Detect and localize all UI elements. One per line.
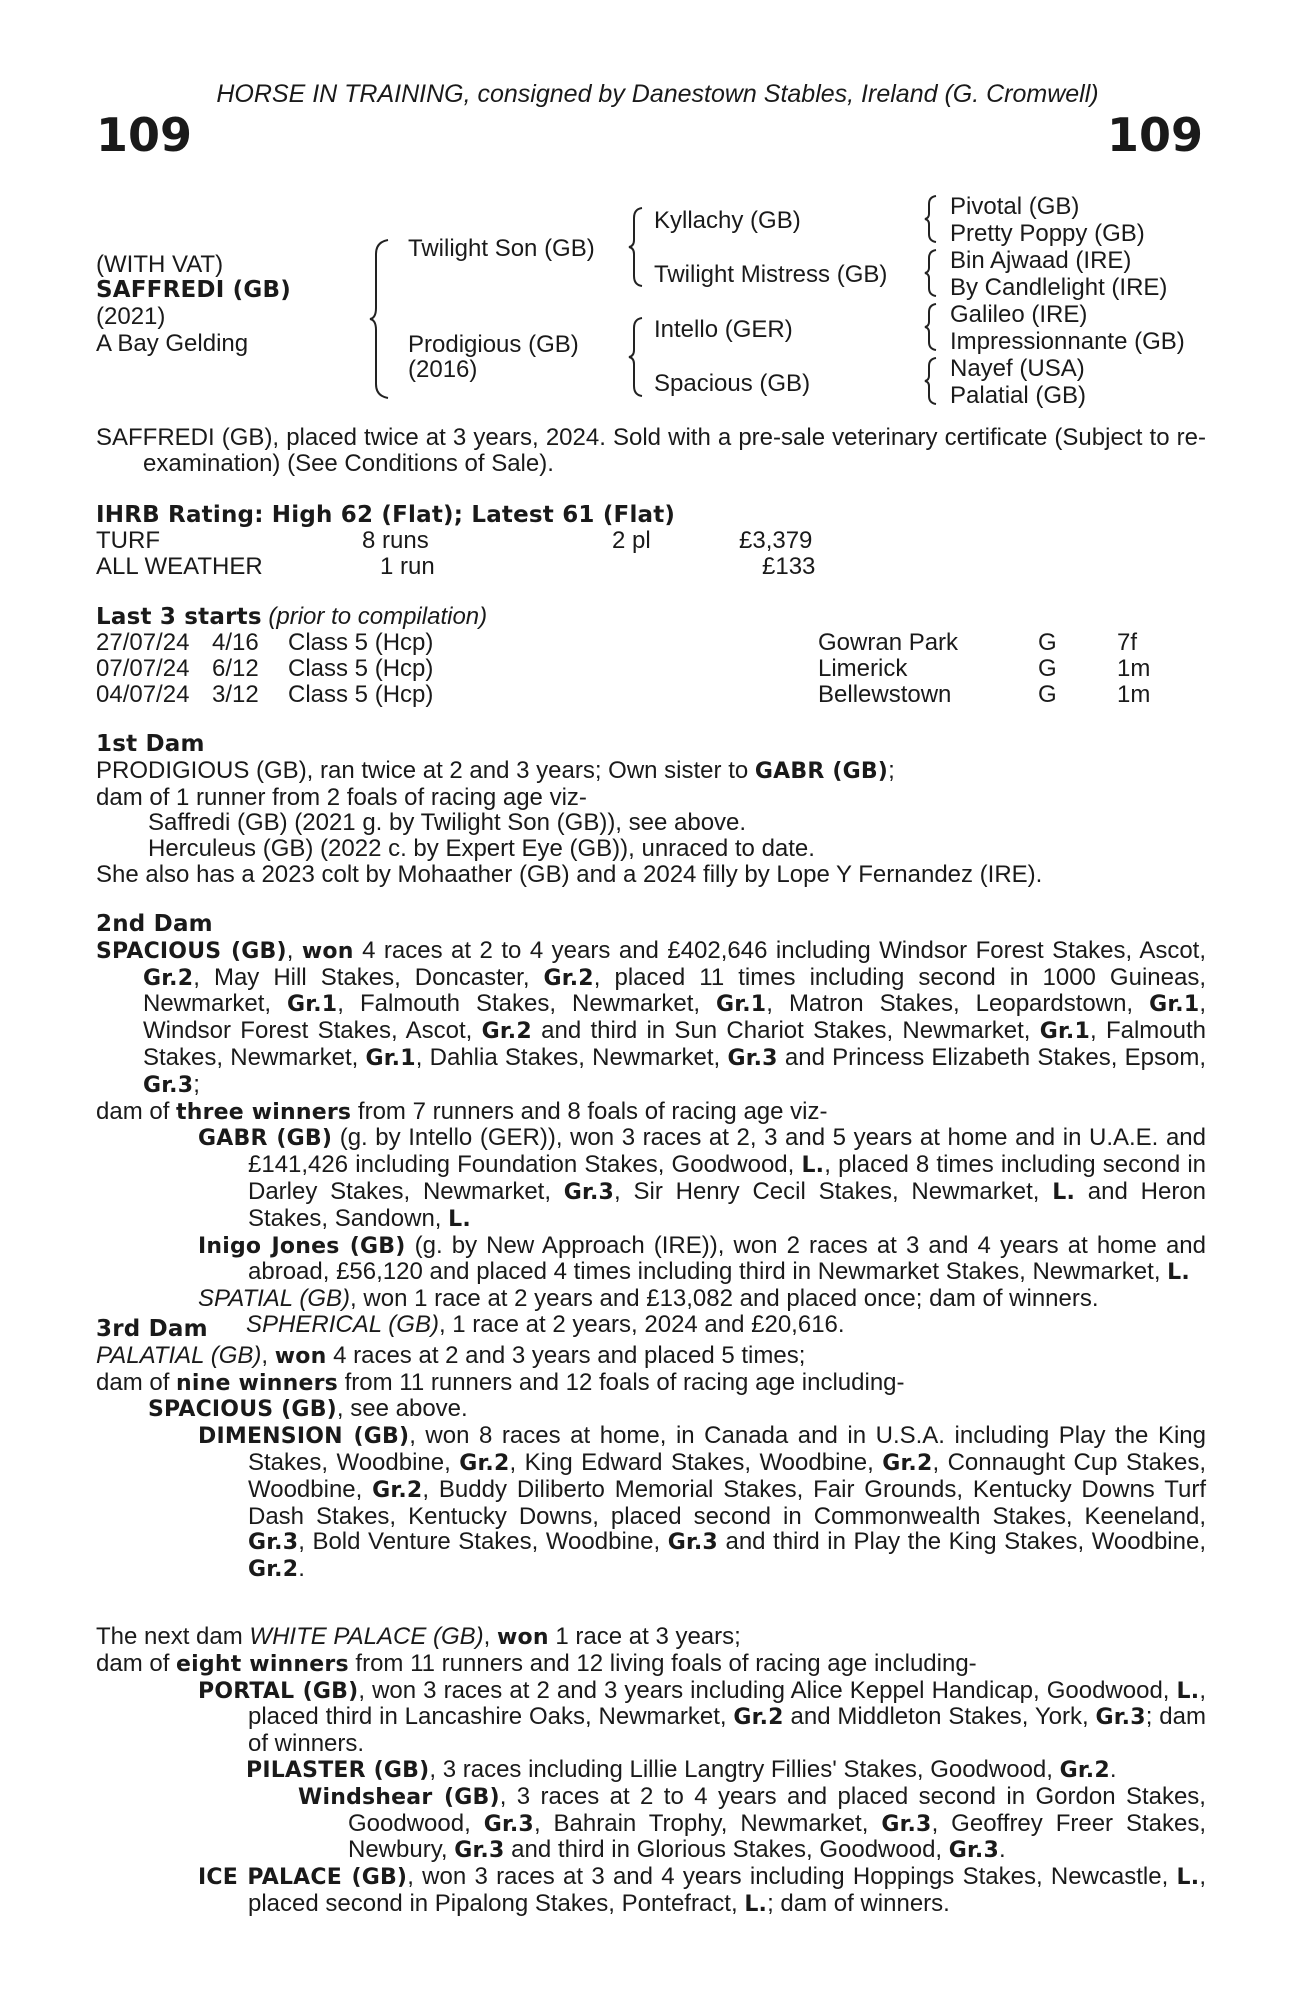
- text-segment: .: [298, 1555, 305, 1583]
- text-segment: , Dahlia Stakes, Newmarket,: [415, 1043, 728, 1071]
- bold-text: Gr.3: [563, 1179, 615, 1205]
- rating-surface: TURF: [96, 527, 160, 554]
- bold-text: Gr.1: [365, 1045, 416, 1071]
- bold-text: L.: [801, 1153, 825, 1179]
- text-segment: , 1 race at 2 years, 2024 and £20,616.: [438, 1310, 845, 1338]
- bold-text: Gr.2: [543, 965, 594, 991]
- bold-text: won: [497, 1625, 549, 1650]
- start-distance: 7f: [1117, 629, 1138, 656]
- text-segment: 4 races at 2 and 3 years and placed 5 times;: [326, 1341, 806, 1369]
- first-dam-line: [96, 758, 1206, 785]
- produce-entry: [96, 1233, 1206, 1287]
- bold-text: GABR (GB): [198, 1126, 333, 1152]
- bold-text: PORTAL (GB): [198, 1678, 359, 1704]
- second-dam-section: [96, 912, 1206, 1338]
- text-segment: , won 8 races at home, in Canada and in U.S.A. including Play the King Stakes, Woodbine,: [248, 1422, 1206, 1476]
- rating-runs: 1 run: [380, 553, 435, 580]
- bold-text: Gr.3: [248, 1530, 299, 1556]
- second-dam-title: 2nd Dam: [96, 911, 213, 937]
- text-segment: , Bahrain Trophy, Newmarket,: [533, 1809, 882, 1837]
- produce-entry: [96, 1423, 1206, 1583]
- text-segment: , King Edward Stakes, Woodbine,: [509, 1448, 883, 1476]
- text-segment: (g. by Intello (GER)), won 3 races at 2, 3 and 5 years at home and in U.A.E. and £141,426 including Foundation Stakes, Goodwood,: [248, 1124, 1206, 1179]
- italic-text: PALATIAL (GB): [96, 1341, 262, 1369]
- bold-text: Gr.1: [1039, 1019, 1090, 1045]
- bold-text: Gr.2: [481, 1019, 532, 1045]
- pedigree-brace-sire: [628, 206, 646, 288]
- text-segment: , placed 11 times including second in 1000 Guineas, Newmarket,: [143, 963, 1206, 1018]
- text-segment: , won 1 race at 2 years and £13,082 and placed once; dam of winners.: [350, 1285, 1099, 1313]
- text-segment: , May Hill Stakes, Doncaster,: [193, 963, 544, 991]
- second-dam-record: [96, 938, 1206, 1099]
- horse-name: SAFFREDI (GB): [96, 277, 291, 303]
- pedigree-gen4-3: Bin Ajwaad (IRE): [950, 247, 1132, 274]
- text-segment: , won 3 races at 3 and 4 years including Hoppings Stakes, Newcastle,: [407, 1863, 1177, 1891]
- text-segment: and third in Glorious Stakes, Goodwood,: [504, 1836, 949, 1864]
- start-position: 6/12: [212, 655, 259, 682]
- bold-text: eight winners: [176, 1651, 349, 1677]
- produce-entry: [96, 1678, 1206, 1757]
- rating-title: IHRB Rating: High 62 (Flat); Latest 61 (Flat): [96, 502, 676, 528]
- text-segment: and Princess Elizabeth Stakes, Epsom,: [777, 1043, 1207, 1071]
- start-class: Class 5 (Hcp): [288, 655, 434, 682]
- start-class: Class 5 (Hcp): [288, 681, 434, 708]
- pedigree-gen4-5: Galileo (IRE): [950, 301, 1088, 328]
- pedigree-gen3-4: Spacious (GB): [654, 370, 811, 397]
- italic-text: SPATIAL (GB): [198, 1285, 351, 1313]
- text-segment: from 11 runners and 12 foals of racing age including-: [337, 1368, 905, 1396]
- third-dam-section: [96, 1317, 1206, 1583]
- bold-text: Gr.2: [459, 1450, 510, 1476]
- first-dam-produce-intro: dam of 1 runner from 2 foals of racing age viz-: [96, 783, 587, 811]
- start-course: Limerick: [818, 655, 908, 682]
- bold-text: Gr.3: [948, 1838, 1000, 1864]
- pedigree-gen4-8: Palatial (GB): [950, 382, 1087, 409]
- dam-year: (2016): [408, 356, 478, 383]
- bold-text: Gr.1: [287, 992, 338, 1018]
- bold-text: Gr.2: [372, 1477, 423, 1503]
- text-segment: and Heron Stakes, Sandown,: [248, 1177, 1207, 1232]
- bold-text: won: [301, 938, 354, 964]
- text-segment: ,: [483, 1623, 498, 1650]
- dam-name: Prodigious (GB): [408, 331, 579, 358]
- text-segment: , 3 races at 2 to 4 years and placed second in Gordon Stakes, Goodwood,: [348, 1782, 1206, 1837]
- text-segment: , Buddy Diliberto Memorial Stakes, Fair Grounds, Kentucky Downs Turf Dash Stakes, Kentucky Downs, placed second in Commonwealth Stakes, Keeneland,: [248, 1475, 1206, 1530]
- text-segment: dam of: [96, 1097, 177, 1125]
- text-segment: .: [999, 1836, 1006, 1864]
- text-segment: , Matron Stakes, Leopardstown,: [766, 990, 1150, 1018]
- bold-text: Inigo Jones (GB): [198, 1233, 406, 1259]
- pedigree-gen4-2: Pretty Poppy (GB): [950, 220, 1145, 247]
- text-segment: , placed second in Pipalong Stakes, Pontefract,: [248, 1863, 1206, 1917]
- third-dam-title: 3rd Dam: [96, 1316, 208, 1342]
- first-dam-text: PRODIGIOUS (GB), ran twice at 2 and 3 years; Own sister to: [96, 756, 755, 784]
- start-position: 3/12: [212, 681, 259, 708]
- punctuation: ;: [888, 756, 895, 784]
- pedigree-gen4-4: By Candlelight (IRE): [950, 274, 1168, 301]
- start-date: 27/07/24: [96, 629, 190, 656]
- pedigree-gen4-1: Pivotal (GB): [950, 193, 1080, 220]
- text-segment: from 7 runners and 8 foals of racing age viz-: [351, 1097, 828, 1125]
- bold-text: L.: [744, 1891, 768, 1917]
- bold-text: Gr.2: [143, 965, 194, 991]
- pedigree-gen3-2: Twilight Mistress (GB): [654, 261, 888, 288]
- text-segment: , Bold Venture Stakes, Woodbine,: [298, 1528, 668, 1556]
- start-course: Bellewstown: [818, 681, 952, 708]
- bold-text: ICE PALACE (GB): [198, 1865, 408, 1891]
- bold-text: Gr.3: [143, 1072, 194, 1098]
- text-segment: and third in Play the King Stakes, Woodbine,: [717, 1528, 1207, 1556]
- next-dam-section: [96, 1624, 1206, 1918]
- text-segment: , 3 races including Lillie Langtry Fillies' Stakes, Goodwood,: [429, 1755, 1060, 1783]
- pedigree-gen3-1: Kyllachy (GB): [654, 207, 801, 234]
- text-segment: , won 3 races at 2 and 3 years including Alice Keppel Handicap, Goodwood,: [358, 1676, 1177, 1704]
- pedigree-gen3-3: Intello (GER): [654, 316, 793, 343]
- pedigree-brace-gen4-4: [924, 356, 940, 406]
- rating-prize: £3,379: [739, 527, 813, 554]
- rating-prize: £133: [762, 553, 816, 580]
- start-going: G: [1038, 629, 1057, 656]
- third-dam-record: [96, 1343, 1206, 1370]
- bold-text: Gr.3: [483, 1811, 534, 1837]
- bold-text: PILASTER (GB): [246, 1757, 430, 1783]
- bold-text: three winners: [176, 1099, 352, 1125]
- catalogue-header: HORSE IN TRAINING, consigned by Danestown Stables, Ireland (G. Cromwell): [216, 80, 1099, 108]
- bold-text: Gr.2: [1059, 1757, 1110, 1783]
- lot-number-left: 109: [96, 108, 193, 162]
- horse-description: A Bay Gelding: [96, 330, 249, 357]
- text-segment: dam of: [96, 1649, 177, 1677]
- produce-entry: [96, 1864, 1206, 1918]
- italic-text: SPHERICAL (GB): [246, 1310, 439, 1338]
- vat-note: (WITH VAT): [96, 251, 224, 278]
- pedigree-brace-gen4-1: [924, 194, 940, 244]
- start-distance: 1m: [1117, 655, 1151, 682]
- produce-entry: [96, 1125, 1206, 1232]
- first-dam-title: 1st Dam: [96, 731, 205, 757]
- start-date: 04/07/24: [96, 681, 190, 708]
- pedigree-brace-main: [368, 238, 392, 400]
- bold-text: SPACIOUS (GB): [96, 938, 287, 964]
- text-segment: The next dam: [96, 1623, 250, 1650]
- start-position: 4/16: [212, 629, 259, 656]
- text-segment: ; dam of winners.: [248, 1703, 1206, 1758]
- text-segment: , placed 8 times including second in Darley Stakes, Newmarket,: [248, 1151, 1207, 1205]
- text-segment: , Sir Henry Cecil Stakes, Newmarket,: [614, 1177, 1053, 1205]
- produce-entry: [96, 1784, 1206, 1864]
- pedigree-gen4-7: Nayef (USA): [950, 355, 1085, 382]
- sire-name: Twilight Son (GB): [408, 235, 595, 262]
- start-course: Gowran Park: [818, 629, 959, 656]
- bold-text: Gr.1: [1149, 992, 1200, 1018]
- rating-surface: ALL WEATHER: [96, 553, 263, 580]
- next-dam-produce-intro: [96, 1651, 1206, 1678]
- lot-number-right: 109: [1106, 108, 1203, 162]
- pedigree-gen4-6: Impressionnante (GB): [950, 328, 1185, 355]
- text-segment: , see above.: [336, 1395, 468, 1423]
- bold-text: L.: [448, 1206, 471, 1232]
- summary-text: SAFFREDI (GB), placed twice at 3 years, 2024. Sold with a pre-sale veterinary certificate (Subject to re-examination) (See Conditions of Sale).: [96, 424, 1206, 477]
- text-segment: , Falmouth Stakes, Newmarket,: [337, 990, 717, 1018]
- italic-text: WHITE PALACE (GB): [249, 1623, 484, 1650]
- produce-entry: Herculeus (GB) (2022 c. by Expert Eye (GB)), unraced to date.: [148, 835, 815, 863]
- bold-text: Gr.2: [882, 1450, 933, 1476]
- text-segment: ,: [261, 1341, 275, 1369]
- bold-text: SPACIOUS (GB): [148, 1397, 337, 1423]
- horse-summary: [96, 425, 1206, 477]
- text-segment: , Geoffrey Freer Stakes, Newbury,: [348, 1809, 1207, 1864]
- pedigree-brace-dam: [628, 316, 646, 398]
- bold-text: Gr.1: [716, 992, 767, 1018]
- text-segment: (g. by New Approach (IRE)), won 2 races at 3 and 4 years at home and abroad, £56,120 and placed 4 times including third in Newmarket Stakes, Newmarket,: [248, 1231, 1206, 1286]
- bold-text: L.: [1176, 1678, 1200, 1704]
- text-segment: .: [1109, 1755, 1117, 1783]
- text-segment: ; dam of winners.: [767, 1889, 950, 1917]
- first-dam-section: [96, 732, 1206, 888]
- horse-year: (2021): [96, 303, 166, 330]
- bold-text: Windshear (GB): [298, 1784, 500, 1810]
- start-going: G: [1038, 655, 1057, 682]
- text-segment: , Connaught Cup Stakes, Woodbine,: [248, 1448, 1207, 1503]
- bold-text: L.: [1176, 1865, 1200, 1891]
- bold-text: Gr.2: [733, 1705, 784, 1731]
- last-starts-heading: [96, 604, 487, 630]
- produce-entry: [96, 1757, 1206, 1784]
- third-dam-produce-intro: [96, 1370, 1206, 1397]
- pedigree-brace-gen4-2: [924, 248, 940, 298]
- bold-text: Gr.3: [1095, 1705, 1146, 1731]
- start-class: Class 5 (Hcp): [288, 629, 434, 656]
- text-segment: 1 race at 3 years;: [548, 1623, 741, 1650]
- text-segment: and third in Sun Chariot Stakes, Newmarket,: [531, 1017, 1040, 1045]
- text-segment: , placed third in Lancashire Oaks, Newmarket,: [248, 1676, 1206, 1731]
- start-going: G: [1038, 681, 1057, 708]
- bold-text: DIMENSION (GB): [198, 1424, 410, 1450]
- bold-text: nine winners: [176, 1370, 338, 1396]
- produce-entry: Saffredi (GB) (2021 g. by Twilight Son (GB)), see above.: [148, 809, 747, 837]
- last-starts-note: (prior to compilation): [268, 603, 488, 630]
- sibling-name: GABR (GB): [754, 758, 889, 784]
- produce-entry: [96, 1396, 1206, 1423]
- bold-text: Gr.3: [667, 1530, 718, 1556]
- text-segment: , Windsor Forest Stakes, Ascot,: [143, 990, 1207, 1045]
- text-segment: ;: [193, 1070, 200, 1098]
- last-starts-title: Last 3 starts: [96, 604, 262, 630]
- pedigree-brace-gen4-3: [924, 302, 940, 352]
- produce-entry: [96, 1286, 1206, 1312]
- start-date: 07/07/24: [96, 655, 190, 682]
- next-dam-record: [96, 1624, 1206, 1651]
- bold-text: Gr.3: [727, 1045, 778, 1071]
- rating-runs: 8 runs: [362, 527, 429, 554]
- bold-text: Gr.3: [881, 1811, 932, 1837]
- bold-text: won: [274, 1343, 327, 1369]
- start-distance: 1m: [1117, 681, 1151, 708]
- text-segment: ,: [286, 936, 302, 964]
- bold-text: Gr.2: [248, 1557, 299, 1583]
- first-dam-footnote: She also has a 2023 colt by Mohaather (GB) and a 2024 filly by Lope Y Fernandez (IRE).: [96, 860, 1043, 888]
- second-dam-produce-intro: [96, 1099, 1206, 1126]
- text-segment: 4 races at 2 to 4 years and £402,646 including Windsor Forest Stakes, Ascot,: [353, 936, 1207, 964]
- text-segment: from 11 runners and 12 living foals of racing age including-: [348, 1649, 977, 1677]
- text-segment: and Middleton Stakes, York,: [783, 1703, 1096, 1731]
- bold-text: L.: [1052, 1179, 1076, 1205]
- text-segment: dam of: [96, 1368, 177, 1396]
- rating-placed: 2 pl: [612, 527, 651, 554]
- bold-text: L.: [1167, 1260, 1190, 1286]
- text-segment: , Falmouth Stakes, Newmarket,: [143, 1017, 1206, 1071]
- bold-text: Gr.3: [454, 1838, 505, 1864]
